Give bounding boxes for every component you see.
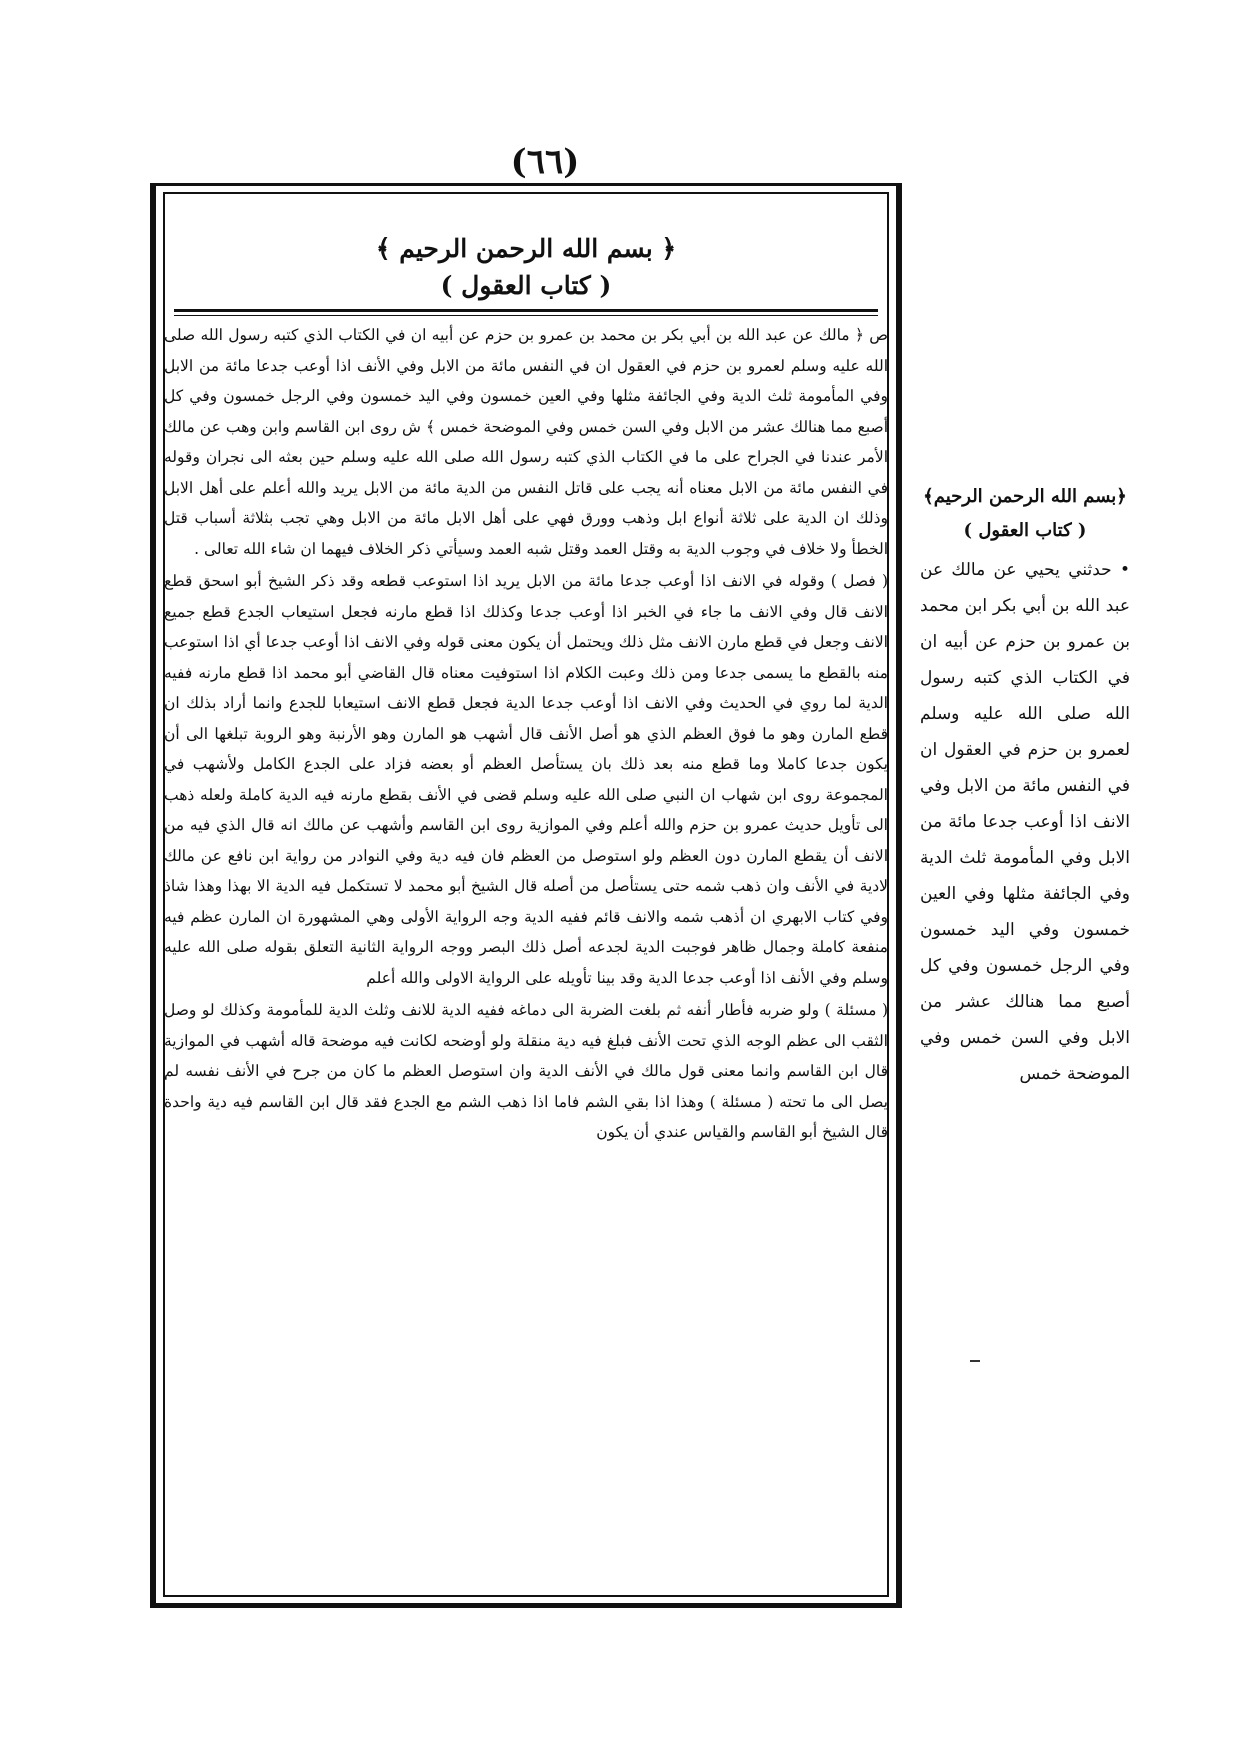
margin-text <box>920 480 1130 1092</box>
book-title: ( كتاب العقول ) <box>440 271 612 300</box>
basmala-heading: ﴿ بسم الله الرحمن الرحيم ﴾ <box>375 234 677 263</box>
section-header <box>156 231 896 305</box>
margin-book-title: ( كتاب العقول ) <box>963 520 1087 541</box>
paragraph-masala: ( مسئلة ) ولو ضربه فأطار أنفه ثم بلغت الضربة الى دماغه ففيه الدية للانف وثلث الدية للمأمومة وكذلك لو وصل الثقب الى عظم الوجه الذي تحت الأنف فبلغ فيه دية منقلة ولو أوضحه لكانت فيه موضحة قاله أشهب في الموازية قال ابن القاسم وانما معنى قول مالك في الأنف الدية وان استوصل العظم ما كان من جرح في الأنف نفسه لم يصل الى ما تحته ( مسئلة ) وهذا اذا بقي الشم فاما اذا ذهب الشم مع الجدع فقد قال ابن القاسم فيه دية واحدة قال الشيخ أبو القاسم والقياس عندي أن يكون <box>164 1001 888 1141</box>
header-rule-thick <box>174 309 878 312</box>
margin-basmala: ﴿بسم الله الرحمن الرحيم﴾ <box>923 486 1127 507</box>
header-rule-thin <box>174 315 878 316</box>
paragraph-hadith: ص ﴿ مالك عن عبد الله بن أبي بكر بن محمد بن عمرو بن حزم عن أبيه ان في الكتاب الذي كتبه رسول الله صلى الله عليه وسلم لعمرو بن حزم في العقول ان في النفس مائة من الابل وفي الأنف اذا أوعب جدعا مائة من الابل وفي المأمومة ثلث الدية وفي الجائفة مثلها وفي العين خمسون وفي اليد خمسون وفي الرجل خمسون وفي كل أصبع مما هنالك عشر من الابل وفي السن خمس وفي الموضحة خمس ﴾ ش روى ابن القاسم وابن وهب عن مالك الأمر عندنا في الجراح على ما في الكتاب الذي كتبه رسول الله صلى الله عليه وسلم حين بعثه الى نجران وقوله في النفس مائة من الابل معناه أنه يجب على قاتل النفس من الدية مائة من الابل يريد والله أعلم على أهل الابل وذلك ان الدية على ثلاثة أنواع ابل وذهب وورق فهي على أهل الابل مائة من الابل وهي تجب بثلاثة أسباب قتل الخطأ ولا خلاف في وجوب الدية به وقتل العمد وقتل شبه العمد وسيأتي ذكر الخلاف فيهما ان شاء الله تعالى . <box>164 326 888 558</box>
commentary-body <box>164 320 888 1595</box>
margin-dash-mark <box>970 1360 980 1362</box>
margin-hadith-text: • حدثني يحيي عن مالك عن عبد الله بن أبي بكر ابن محمد بن عمرو بن حزم عن أبيه ان في الكتاب الذي كتبه رسول الله صلى الله عليه وسلم لعمرو بن حزم في العقول ان في النفس مائة من الابل وفي الانف اذا أوعب جدعا مائة من الابل وفي المأمومة ثلث الدية وفي الجائفة مثلها وفي العين خمسون وفي اليد خمسون وفي الرجل خمسون وفي كل أصبع مما هنالك عشر من الابل وفي السن خمس وفي الموضحة خمس <box>920 560 1130 1084</box>
page-number: (٦٦) <box>510 142 580 182</box>
paragraph-fasl: ( فصل ) وقوله في الانف اذا أوعب جدعا مائة من الابل يريد اذا استوعب قطعه وقد ذكر الشيخ أبو اسحق قطع الانف قال وفي الانف ما جاء في الخبر اذا أوعب جدعا وكذلك اذا قطع مارنه فجعل استيعاب الجدع قطع جميع الانف وجعل في قطع مارن الانف مثل ذلك ويحتمل أن يكون معنى قوله وفي الانف اذا أوعب جدعا أي اذا استوعب منه بالقطع ما يسمى جدعا ومن ذلك وعبت الكلام اذا استوفيت معناه قال القاضي أبو محمد اذا قطع مارنه ففيه الدية لما روي في الحديث وفي الانف اذا أوعب جدعا الدية فجعل قطع الانف استيعابا للجدع وانما أراد بذلك ان قطع المارن وهو ما فوق العظم الذي هو أصل الأنف قال أشهب هو المارن وهو الأرنبة وهو الروبة تبلغها الى أن يكون جدعا كاملا وما قطع منه بعد ذلك بان يستأصل العظم أو بعضه فزاد على الجدع الكامل ولأشهب في المجموعة روى ابن شهاب ان النبي صلى الله عليه وسلم قضى في الأنف بقطع مارنه فيه الدية كاملة ولعله ذهب الى تأويل حديث عمرو بن حزم والله أعلم وفي الموازية روى ابن القاسم وأشهب عن مالك انه قال الذي فيه من الانف أن يقطع المارن دون العظم ولو استوصل من العظم فان فيه دية وفي النوادر من رواية ابن نافع عن مالك لادية في الأنف وان ذهب شمه حتى يستأصل من أصله قال الشيخ أبو محمد لا تستكمل فيه الدية الا بهذا وهذا شاذ وفي كتاب الابهري ان أذهب شمه والانف قائم ففيه الدية وجه الرواية الأولى وهي المشهورة ان المارن عظم فيه منفعة كاملة وجمال ظاهر فوجبت الدية لجدعه أصل ذلك البصر ووجه الرواية الثانية التعلق بقوله صلى الله عليه وسلم وفي الأنف اذا أوعب جدعا الدية وقد بينا تأويله على الرواية الاولى والله أعلم <box>164 572 888 987</box>
main-text-frame <box>150 183 902 1608</box>
